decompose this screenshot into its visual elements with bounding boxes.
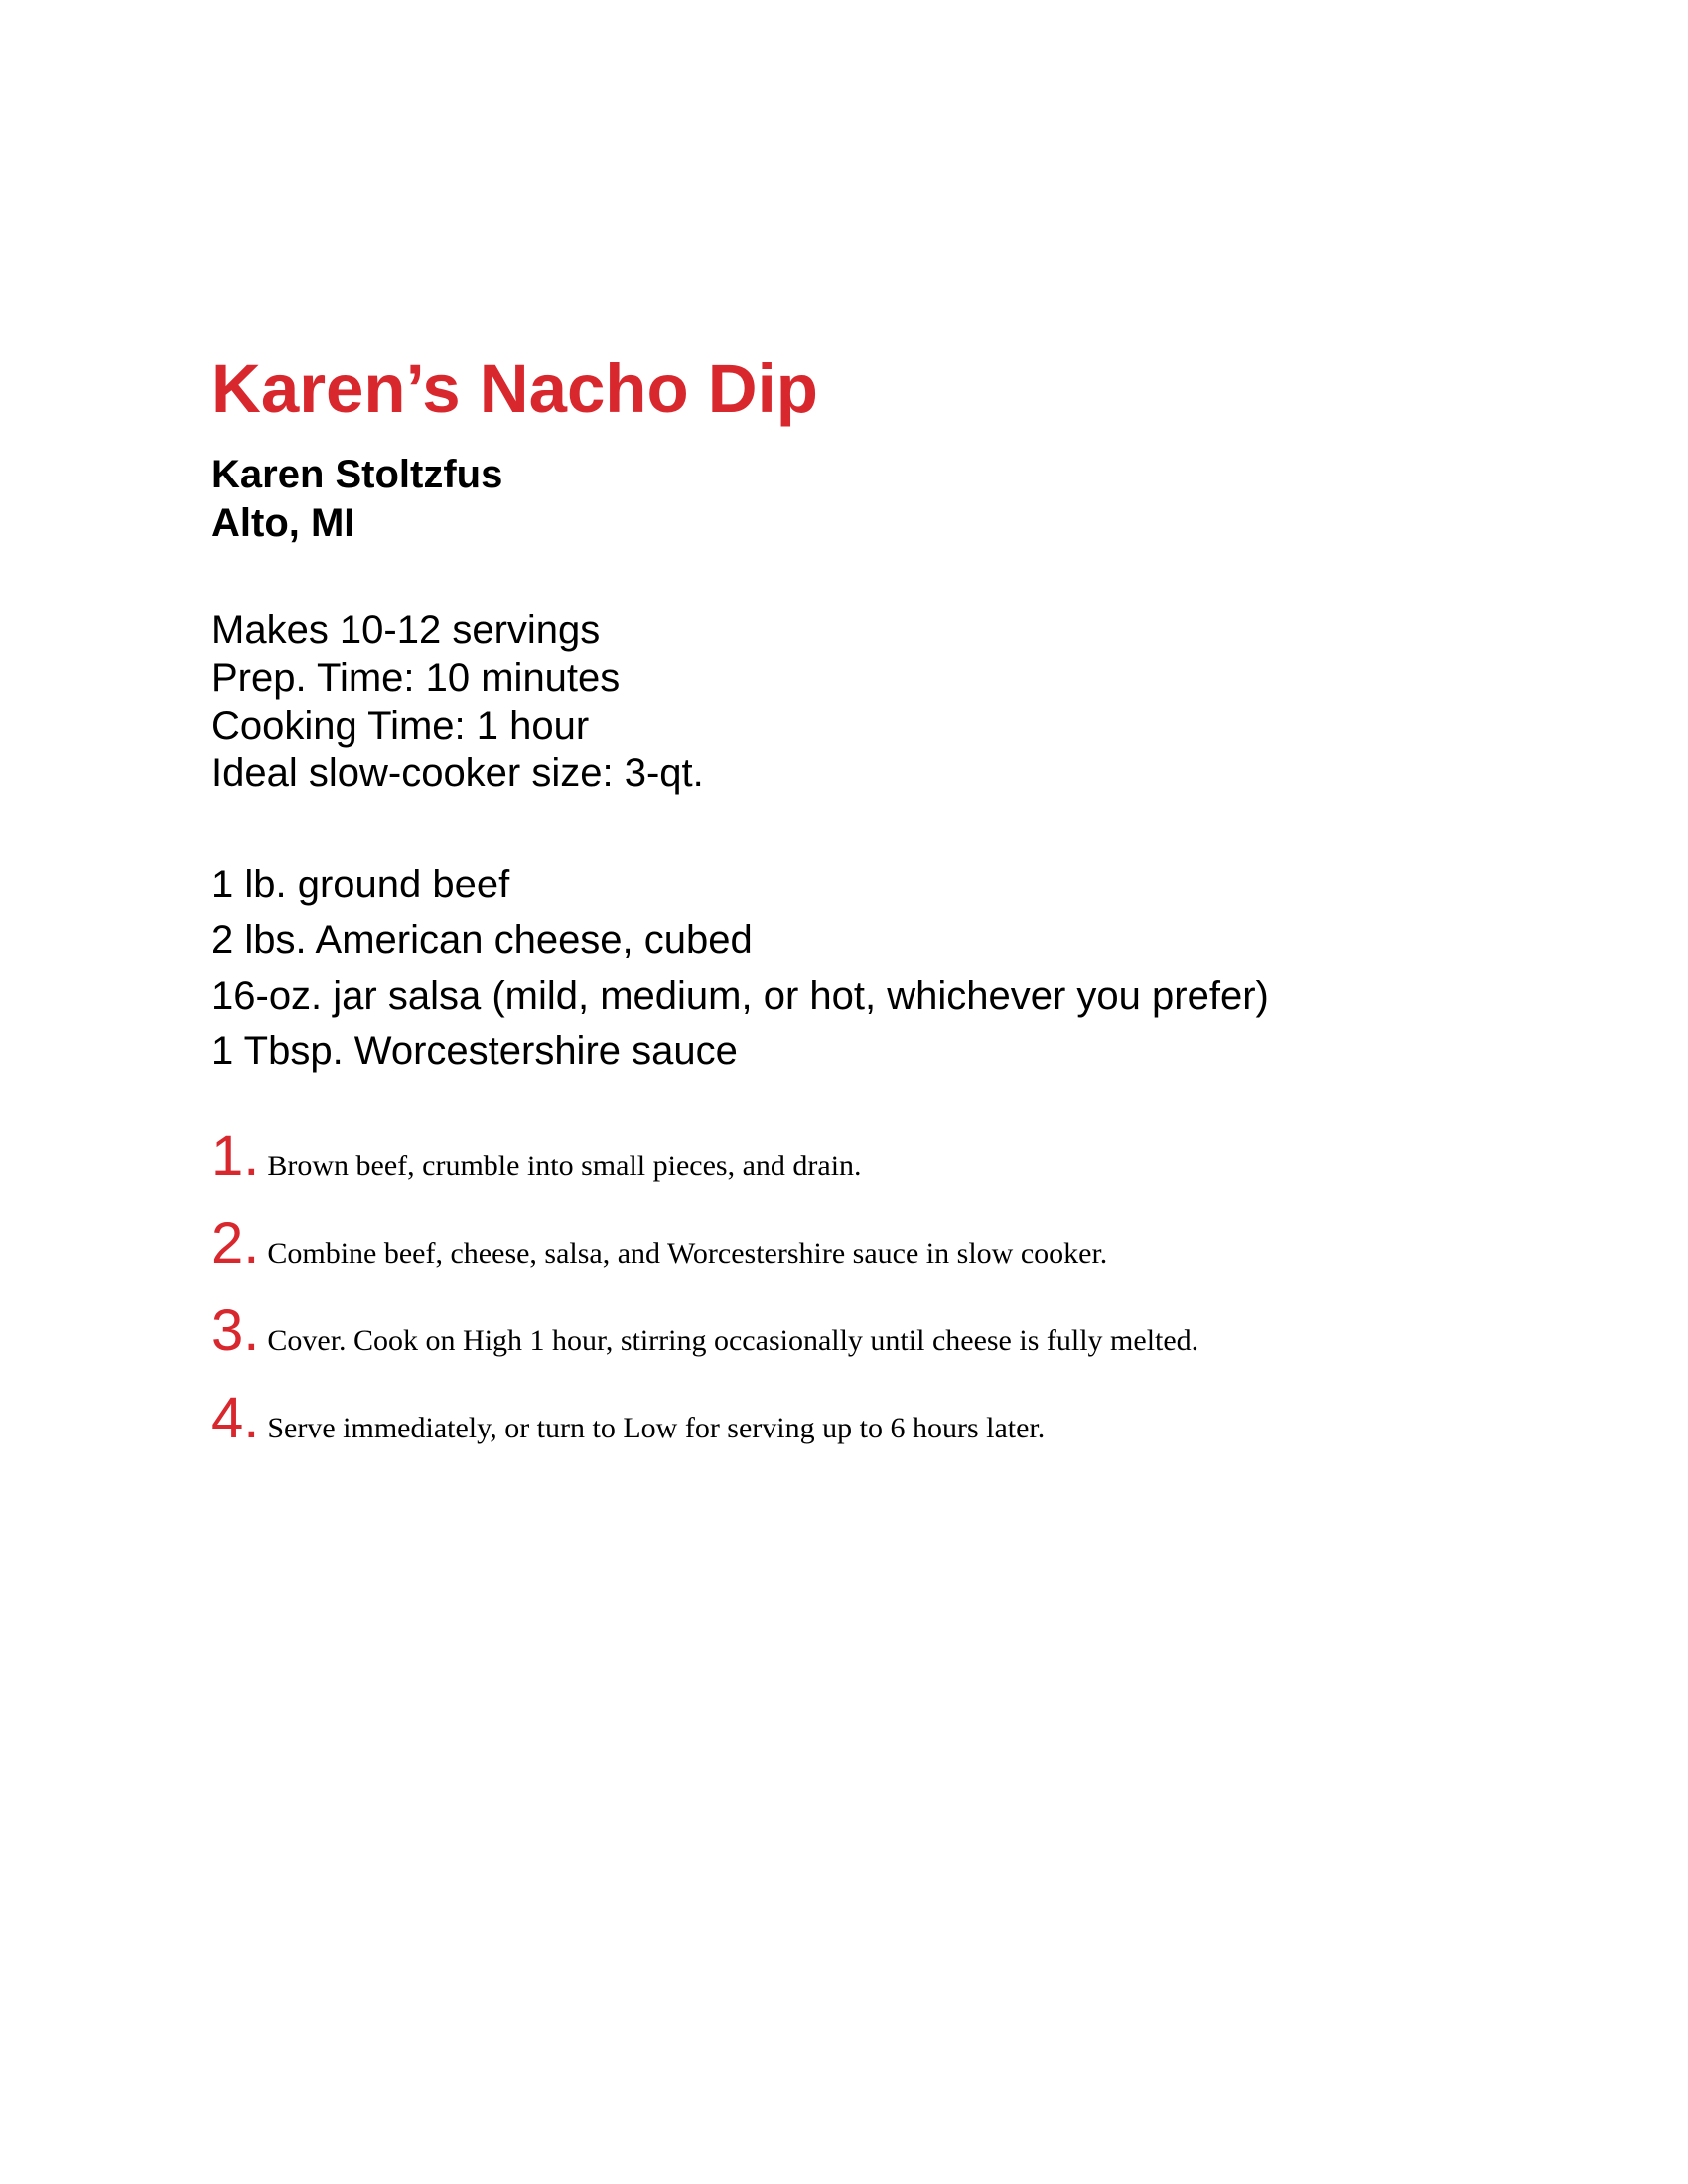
step-text: Brown beef, crumble into small pieces, and drain.: [267, 1150, 862, 1182]
step-text: Serve immediately, or turn to Low for serving up to 6 hours later.: [267, 1412, 1046, 1444]
servings: Makes 10-12 servings: [211, 609, 601, 652]
author-name: Karen Stoltzfus: [211, 453, 503, 496]
step-number: 2.: [211, 1211, 260, 1276]
author-location: Alto, MI: [211, 501, 355, 545]
ingredient-item: 2 lbs. American cheese, cubed: [211, 918, 753, 962]
cooking-time: Cooking Time: 1 hour: [211, 704, 590, 748]
step-item: [211, 1123, 1502, 1210]
ingredient-item: 1 Tbsp. Worcestershire sauce: [211, 1029, 738, 1073]
step-item: [211, 1385, 1502, 1472]
step-number: 4.: [211, 1386, 260, 1450]
prep-time: Prep. Time: 10 minutes: [211, 656, 621, 700]
recipe-page: [211, 347, 1502, 1472]
recipe-title: Karen’s Nacho Dip: [211, 350, 818, 427]
step-item: [211, 1297, 1502, 1385]
recipe-meta: [211, 607, 1502, 797]
recipe-author: [211, 451, 1502, 548]
step-text: Combine beef, cheese, salsa, and Worcestershire sauce in slow cooker.: [267, 1237, 1108, 1270]
ingredients-list: [211, 857, 1502, 1079]
steps-list: [211, 1123, 1502, 1472]
step-number: 3.: [211, 1298, 260, 1363]
ingredient-item: 1 lb. ground beef: [211, 863, 510, 906]
step-text: Cover. Cook on High 1 hour, stirring occasionally until cheese is fully melted.: [267, 1324, 1199, 1357]
ingredient-item: 16-oz. jar salsa (mild, medium, or hot, whichever you prefer): [211, 974, 1269, 1018]
cooker-size: Ideal slow-cooker size: 3-qt.: [211, 751, 704, 795]
step-number: 1.: [211, 1124, 260, 1188]
step-item: [211, 1210, 1502, 1297]
